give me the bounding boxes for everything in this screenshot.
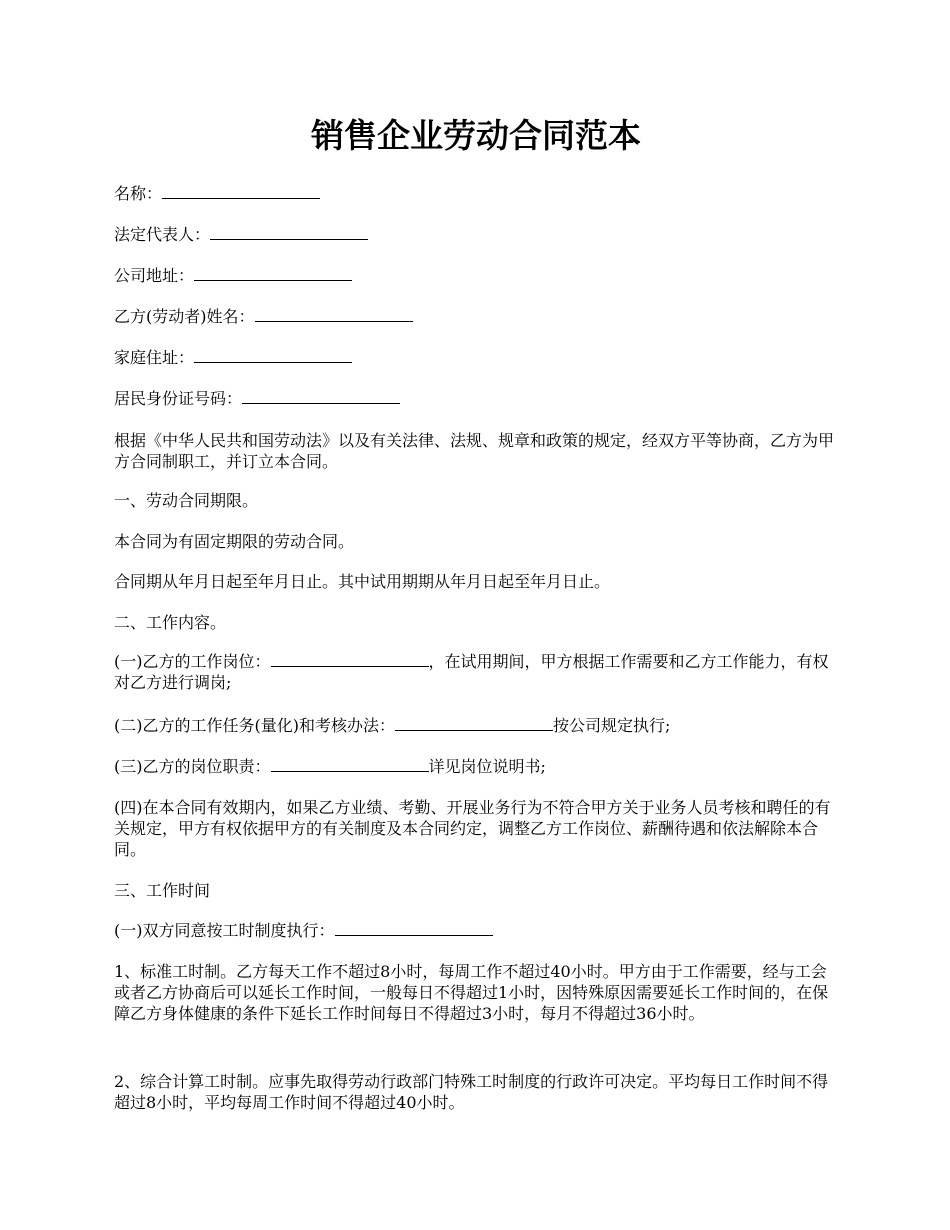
field-id-number — [114, 388, 838, 409]
section2-item-3 — [114, 756, 838, 777]
section2-item-3-suffix: 详见岗位说明书; — [428, 757, 546, 776]
field-party-b-name — [114, 306, 838, 327]
section3-paragraph-1: 1、标准工时制。乙方每天工作不超过8小时，每周工作不超过40小时。甲方由于工作需要，经与工会或者乙方协商后可以延长工作时间，一般每日不得超过1小时，因特殊原因需要延长工作时间的，在保障乙方身体健康的条件下延长工作时间每日不得超过3小时，每月不得超过36小时。 — [114, 962, 829, 1023]
section2-item-2-suffix: 按公司规定执行; — [552, 716, 671, 735]
section3-item-1-prefix: (一)双方同意按工时制度执行： — [114, 921, 335, 940]
id-number-blank — [242, 388, 400, 404]
field-party-b-name-label: 乙方(劳动者)姓名： — [114, 307, 255, 326]
field-company-addr-label: 公司地址： — [114, 266, 195, 285]
section2-item-3-prefix: (三)乙方的岗位职责： — [114, 757, 271, 776]
job-post-blank — [271, 651, 429, 667]
field-company-addr — [114, 265, 838, 286]
section2-item-1-prefix: (一)乙方的工作岗位： — [114, 652, 271, 671]
section1-paragraph-1: 本合同为有固定期限的劳动合同。 — [114, 532, 355, 551]
field-id-number-label: 居民身份证号码： — [114, 389, 243, 408]
field-legal-rep — [114, 224, 838, 245]
legal-rep-blank — [210, 224, 368, 240]
section3-item-1 — [114, 920, 838, 941]
intro-paragraph: 根据《中华人民共和国劳动法》以及有关法律、法规、规章和政策的规定，经双方平等协商，乙方为甲方合同制职工，并订立本合同。 — [114, 431, 835, 471]
field-name-label: 名称： — [114, 184, 163, 203]
field-home-addr — [114, 347, 838, 368]
section2-item-2-prefix: (二)乙方的工作任务(量化)和考核办法： — [114, 716, 395, 735]
document-title: 销售企业劳动合同范本 — [311, 116, 641, 155]
duties-blank — [271, 756, 429, 772]
section1-paragraph-2: 合同期从年月日起至年月日止。其中试用期期从年月日起至年月日止。 — [114, 572, 611, 591]
section2-heading: 二、工作内容。 — [114, 613, 227, 632]
field-legal-rep-label: 法定代表人： — [114, 225, 211, 244]
home-addr-blank — [194, 347, 352, 363]
field-name — [114, 183, 838, 204]
section3-heading: 三、工作时间 — [114, 881, 211, 900]
name-blank — [162, 183, 320, 199]
assessment-blank — [395, 715, 553, 731]
section3-paragraph-2: 2、综合计算工时制。应事先取得劳动行政部门特殊工时制度的行政许可决定。平均每日工作时间不得超过8小时，平均每周工作时间不得超过40小时。 — [114, 1072, 829, 1112]
section2-item-4: (四)在本合同有效期内，如果乙方业绩、考勤、开展业务行为不符合甲方关于业务人员考核和聘任的有关规定，甲方有权依据甲方的有关制度及本合同约定，调整乙方工作岗位、薪酬待遇和依法解除本合同。 — [114, 798, 831, 859]
section2-item-2 — [114, 715, 838, 736]
party-b-name-blank — [255, 306, 413, 322]
section2-item-1 — [114, 651, 838, 693]
company-addr-blank — [194, 265, 352, 281]
work-hours-system-blank — [335, 920, 493, 936]
field-home-addr-label: 家庭住址： — [114, 348, 195, 367]
section1-heading: 一、劳动合同期限。 — [114, 491, 259, 510]
section2-item-1-suffix: ，在试用期间，甲方根据工作需要和乙方工作能力，有权对乙方进行调岗; — [114, 652, 829, 692]
